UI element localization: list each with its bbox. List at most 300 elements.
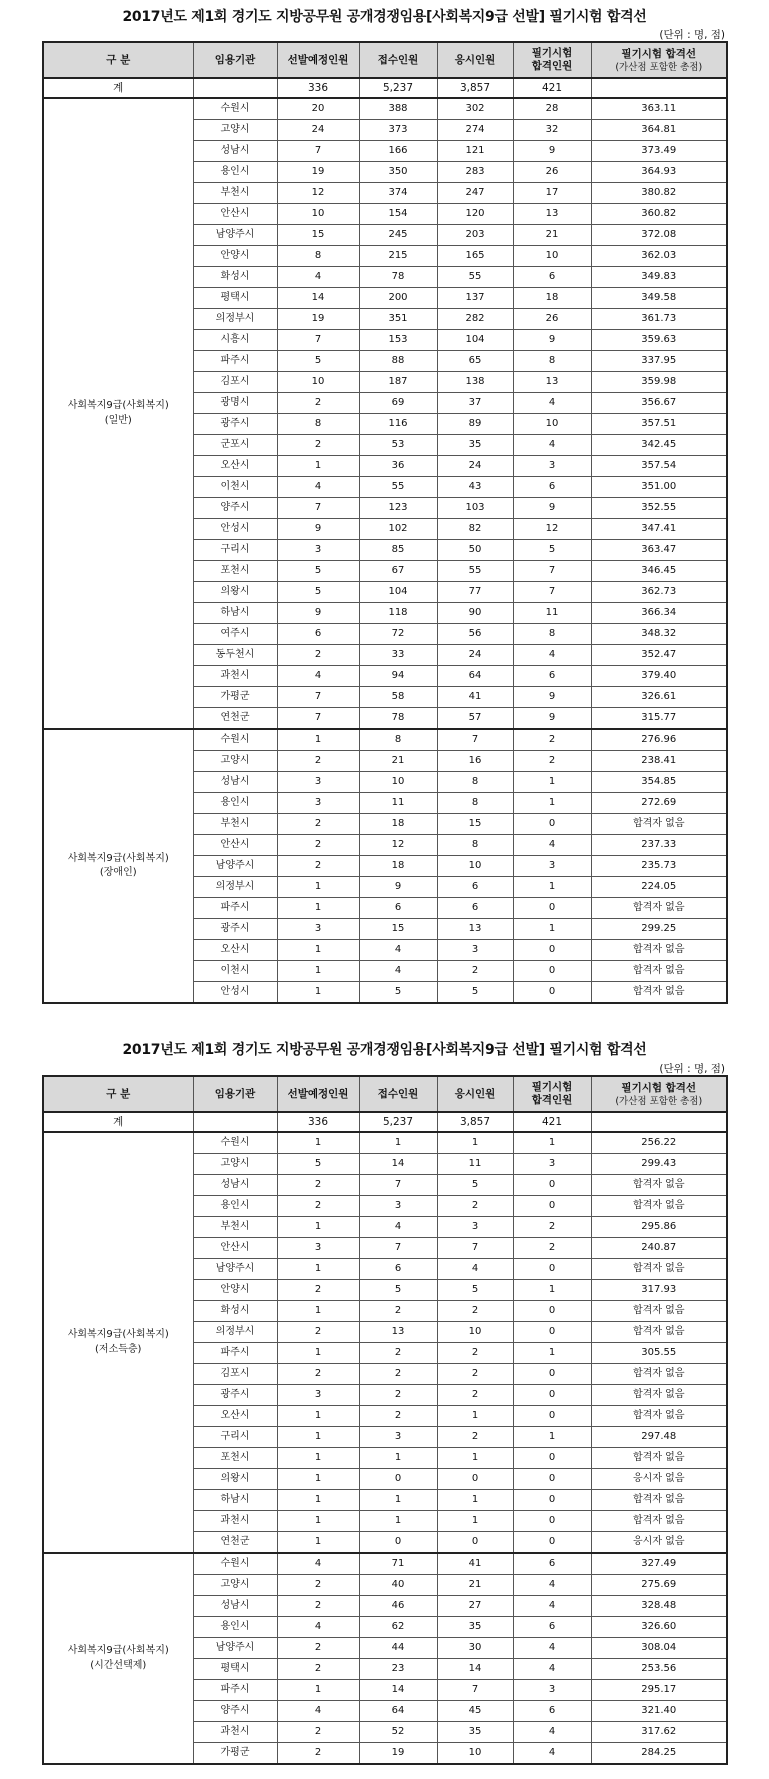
table-2-title: 2017년도 제1회 경기도 지방공무원 공개경쟁임용[사회복지9급 선발] 필기시험 합격선 [122,1042,647,1058]
cell-taken: 165 [437,246,513,267]
cell-passed: 5 [513,540,591,561]
cell-passed: 4 [513,1659,591,1680]
cell-passed: 21 [513,225,591,246]
cell-cutoff: 합격자 없음 [591,1364,727,1385]
cell-cutoff: 342.45 [591,435,727,456]
cell-agency: 이천시 [193,477,277,498]
cell-applied: 14 [359,1154,437,1175]
cell-cutoff: 364.81 [591,120,727,141]
cell-agency: 안성시 [193,982,277,1004]
cell-applied: 0 [359,1469,437,1490]
cell-planned: 3 [277,772,359,793]
cell-applied: 15 [359,919,437,940]
header-cutoff-line2: (가산점 포함한 총점) [615,61,703,73]
cell-planned: 4 [277,1553,359,1575]
cell-applied: 52 [359,1722,437,1743]
cell-passed: 28 [513,98,591,120]
cell-passed: 6 [513,666,591,687]
table-1-title: 2017년도 제1회 경기도 지방공무원 공개경쟁임용[사회복지9급 선발] 필기시험 합격선 [122,9,647,25]
cell-applied: 18 [359,856,437,877]
cell-cutoff: 366.34 [591,603,727,624]
group-label [43,98,193,729]
cell-applied: 9 [359,877,437,898]
cell-cutoff: 256.22 [591,1132,727,1154]
cell-taken: 65 [437,351,513,372]
cell-agency: 과천시 [193,1722,277,1743]
cell-taken: 138 [437,372,513,393]
cell-applied: 102 [359,519,437,540]
cell-agency: 양주시 [193,1701,277,1722]
cell-agency: 안양시 [193,1280,277,1301]
cell-passed: 1 [513,793,591,814]
cell-agency: 이천시 [193,961,277,982]
cell-taken: 89 [437,414,513,435]
cell-passed: 0 [513,1511,591,1532]
cell-planned: 2 [277,1575,359,1596]
cell-cutoff: 326.61 [591,687,727,708]
cell-applied: 123 [359,498,437,519]
cell-applied: 4 [359,940,437,961]
cell-taken: 5 [437,982,513,1004]
cell-passed: 0 [513,1532,591,1554]
cell-passed: 3 [513,1154,591,1175]
cell-cutoff: 240.87 [591,1238,727,1259]
cell-taken: 24 [437,456,513,477]
cell-passed: 26 [513,309,591,330]
cell-cutoff: 299.43 [591,1154,727,1175]
cell-taken: 15 [437,814,513,835]
cell-agency: 안양시 [193,246,277,267]
cell-applied: 94 [359,666,437,687]
cell-passed: 3 [513,456,591,477]
cell-cutoff: 363.11 [591,98,727,120]
cell-planned: 4 [277,1701,359,1722]
cell-taken: 302 [437,98,513,120]
cell-planned: 2 [277,1196,359,1217]
cell-agency: 시흥시 [193,330,277,351]
cell-applied: 85 [359,540,437,561]
cell-cutoff: 합격자 없음 [591,1322,727,1343]
cell-planned: 1 [277,456,359,477]
header-passed-line1: 필기시험 [531,1080,573,1093]
cell-passed: 4 [513,835,591,856]
cell-planned: 1 [277,877,359,898]
total-label: 계 [43,1112,193,1132]
group-label-line1: 사회복지9급(사회복지) [67,852,169,864]
cell-passed: 4 [513,393,591,414]
cell-applied: 1 [359,1448,437,1469]
cell-applied: 67 [359,561,437,582]
cell-applied: 78 [359,708,437,730]
cell-planned: 2 [277,1659,359,1680]
header-passed [513,42,591,78]
cell-taken: 16 [437,751,513,772]
cell-cutoff: 224.05 [591,877,727,898]
cell-passed: 10 [513,414,591,435]
cell-agency: 남양주시 [193,225,277,246]
table-2-unit: (단위 : 명, 점) [659,1063,725,1075]
cell-passed: 13 [513,204,591,225]
cell-planned: 1 [277,729,359,751]
cell-planned: 2 [277,1638,359,1659]
cell-taken: 1 [437,1448,513,1469]
cell-cutoff: 합격자 없음 [591,1490,727,1511]
cell-planned: 5 [277,561,359,582]
cell-cutoff: 합격자 없음 [591,898,727,919]
group-label-line1: 사회복지9급(사회복지) [67,1645,169,1656]
cell-passed: 0 [513,940,591,961]
cell-applied: 5 [359,982,437,1004]
group-label-line2: (저소득층) [95,1343,142,1355]
cell-applied: 2 [359,1406,437,1427]
cell-cutoff: 합격자 없음 [591,1406,727,1427]
cell-cutoff: 363.47 [591,540,727,561]
cell-planned: 3 [277,540,359,561]
cell-passed: 1 [513,1132,591,1154]
cell-passed: 0 [513,1406,591,1427]
cell-cutoff: 372.08 [591,225,727,246]
cell-planned: 3 [277,793,359,814]
cell-cutoff: 326.60 [591,1617,727,1638]
cell-passed: 9 [513,141,591,162]
cell-planned: 6 [277,624,359,645]
cell-agency: 용인시 [193,1196,277,1217]
cell-passed: 26 [513,162,591,183]
total-passed: 421 [513,1112,591,1132]
cell-applied: 3 [359,1196,437,1217]
cell-agency: 수원시 [193,1132,277,1154]
cell-applied: 351 [359,309,437,330]
cell-planned: 1 [277,1532,359,1554]
cell-applied: 166 [359,141,437,162]
group-label-line2: (장애인) [99,867,137,878]
cell-passed: 1 [513,919,591,940]
cell-passed: 0 [513,1259,591,1280]
cell-applied: 3 [359,1427,437,1448]
cell-cutoff: 317.62 [591,1722,727,1743]
cell-agency: 가평군 [193,1743,277,1765]
cell-cutoff: 359.98 [591,372,727,393]
cell-cutoff: 360.82 [591,204,727,225]
cell-applied: 116 [359,414,437,435]
cell-taken: 1 [437,1406,513,1427]
cell-planned: 4 [277,666,359,687]
cell-taken: 4 [437,1259,513,1280]
cell-passed: 32 [513,120,591,141]
cell-applied: 36 [359,456,437,477]
cell-cutoff: 235.73 [591,856,727,877]
cell-planned: 2 [277,751,359,772]
cell-cutoff: 362.03 [591,246,727,267]
cell-passed: 1 [513,1427,591,1448]
cell-cutoff: 327.49 [591,1553,727,1575]
cell-applied: 4 [359,1217,437,1238]
cell-planned: 1 [277,898,359,919]
cell-passed: 0 [513,1196,591,1217]
cell-taken: 2 [437,1301,513,1322]
cell-taken: 64 [437,666,513,687]
cell-planned: 12 [277,183,359,204]
cell-planned: 1 [277,1469,359,1490]
cell-agency: 파주시 [193,898,277,919]
cell-agency: 화성시 [193,1301,277,1322]
cell-agency: 동두천시 [193,645,277,666]
cell-cutoff: 380.82 [591,183,727,204]
cell-taken: 11 [437,1154,513,1175]
total-row [43,78,727,98]
cell-planned: 1 [277,1301,359,1322]
cell-planned: 2 [277,1322,359,1343]
header-agency: 임용기관 [193,1076,277,1112]
header-cutoff-line2: (가산점 포함한 총점) [615,1095,703,1107]
cell-taken: 55 [437,561,513,582]
cell-planned: 2 [277,393,359,414]
cell-taken: 56 [437,624,513,645]
cell-cutoff: 362.73 [591,582,727,603]
cell-taken: 55 [437,267,513,288]
cell-planned: 7 [277,141,359,162]
cell-planned: 14 [277,288,359,309]
cell-agency: 과천시 [193,1511,277,1532]
cell-agency: 고양시 [193,751,277,772]
cell-applied: 55 [359,477,437,498]
cell-planned: 1 [277,1680,359,1701]
cell-cutoff: 349.58 [591,288,727,309]
cell-cutoff: 합격자 없음 [591,1448,727,1469]
cell-cutoff: 305.55 [591,1343,727,1364]
table-row [43,1132,727,1154]
cell-planned: 1 [277,1259,359,1280]
cell-applied: 1 [359,1490,437,1511]
header-taken: 응시인원 [437,1076,513,1112]
header-category: 구 분 [43,1076,193,1112]
cell-cutoff: 349.83 [591,267,727,288]
cell-taken: 5 [437,1175,513,1196]
cell-passed: 4 [513,645,591,666]
cell-planned: 2 [277,1280,359,1301]
cell-planned: 1 [277,1511,359,1532]
cell-applied: 62 [359,1617,437,1638]
cell-taken: 1 [437,1490,513,1511]
cell-applied: 2 [359,1385,437,1406]
cell-passed: 9 [513,687,591,708]
cell-agency: 파주시 [193,1343,277,1364]
cell-agency: 남양주시 [193,1259,277,1280]
cell-applied: 23 [359,1659,437,1680]
cell-taken: 35 [437,1722,513,1743]
cell-agency: 부천시 [193,183,277,204]
header-passed-line1: 필기시험 [531,46,573,59]
cell-cutoff: 357.54 [591,456,727,477]
cell-applied: 58 [359,687,437,708]
cell-agency: 광주시 [193,919,277,940]
cell-passed: 9 [513,708,591,730]
cell-passed: 7 [513,561,591,582]
cell-agency: 김포시 [193,1364,277,1385]
cell-planned: 1 [277,982,359,1004]
cell-passed: 8 [513,351,591,372]
cell-passed: 0 [513,1364,591,1385]
cell-planned: 3 [277,1238,359,1259]
cell-cutoff: 238.41 [591,751,727,772]
total-cutoff [591,78,727,98]
cell-taken: 24 [437,645,513,666]
cell-taken: 7 [437,1238,513,1259]
cell-applied: 2 [359,1364,437,1385]
cell-agency: 성남시 [193,141,277,162]
cell-agency: 의정부시 [193,309,277,330]
cell-passed: 2 [513,1217,591,1238]
cell-agency: 평택시 [193,288,277,309]
cell-applied: 200 [359,288,437,309]
cell-passed: 18 [513,288,591,309]
header-passed-line2: 합격인원 [531,1094,573,1106]
cell-passed: 0 [513,1469,591,1490]
cell-taken: 10 [437,1743,513,1765]
cell-agency: 구리시 [193,1427,277,1448]
cell-taken: 45 [437,1701,513,1722]
cell-taken: 6 [437,877,513,898]
cell-taken: 2 [437,1427,513,1448]
cell-passed: 0 [513,1301,591,1322]
cell-taken: 57 [437,708,513,730]
group-label [43,729,193,1003]
cell-cutoff: 348.32 [591,624,727,645]
table-2 [42,1075,728,1765]
cell-planned: 1 [277,940,359,961]
cell-passed: 9 [513,498,591,519]
cell-applied: 8 [359,729,437,751]
cell-applied: 46 [359,1596,437,1617]
cell-cutoff: 합격자 없음 [591,1301,727,1322]
header-taken: 응시인원 [437,42,513,78]
cell-taken: 8 [437,772,513,793]
cell-cutoff: 347.41 [591,519,727,540]
cell-taken: 14 [437,1659,513,1680]
cell-taken: 120 [437,204,513,225]
group-label [43,1132,193,1553]
cell-cutoff: 321.40 [591,1701,727,1722]
cell-agency: 고양시 [193,120,277,141]
cell-taken: 37 [437,393,513,414]
total-row [43,1112,727,1132]
cell-passed: 0 [513,1448,591,1469]
cell-taken: 1 [437,1511,513,1532]
cell-applied: 88 [359,351,437,372]
cell-planned: 8 [277,414,359,435]
cell-agency: 광주시 [193,414,277,435]
cell-planned: 2 [277,1596,359,1617]
cell-planned: 2 [277,1364,359,1385]
cell-taken: 10 [437,856,513,877]
cell-taken: 50 [437,540,513,561]
cell-planned: 15 [277,225,359,246]
cell-agency: 오산시 [193,456,277,477]
cell-passed: 2 [513,751,591,772]
cell-planned: 2 [277,856,359,877]
cell-agency: 남양주시 [193,856,277,877]
cell-taken: 7 [437,1680,513,1701]
cell-cutoff: 응시자 없음 [591,1532,727,1554]
cell-taken: 6 [437,898,513,919]
cell-passed: 1 [513,1280,591,1301]
cell-agency: 수원시 [193,98,277,120]
cell-taken: 30 [437,1638,513,1659]
header-cutoff [591,42,727,78]
cell-cutoff: 276.96 [591,729,727,751]
cell-taken: 137 [437,288,513,309]
cell-planned: 2 [277,1743,359,1765]
cell-agency: 용인시 [193,793,277,814]
total-cutoff [591,1112,727,1132]
cell-planned: 1 [277,1490,359,1511]
cell-planned: 2 [277,1175,359,1196]
cell-applied: 53 [359,435,437,456]
header-cutoff-line1: 필기시험 합격선 [621,1081,697,1094]
cell-passed: 1 [513,877,591,898]
header-agency: 임용기관 [193,42,277,78]
cell-agency: 수원시 [193,1553,277,1575]
cell-cutoff: 356.67 [591,393,727,414]
cell-taken: 247 [437,183,513,204]
cell-taken: 8 [437,835,513,856]
cell-applied: 118 [359,603,437,624]
cell-cutoff: 352.47 [591,645,727,666]
cell-cutoff: 315.77 [591,708,727,730]
cell-applied: 44 [359,1638,437,1659]
cell-planned: 5 [277,1154,359,1175]
cell-cutoff: 297.48 [591,1427,727,1448]
cell-taken: 21 [437,1575,513,1596]
cell-cutoff: 361.73 [591,309,727,330]
cell-planned: 10 [277,372,359,393]
cell-passed: 6 [513,477,591,498]
cell-agency: 평택시 [193,1659,277,1680]
cell-cutoff: 합격자 없음 [591,982,727,1004]
header-row [43,42,727,78]
cell-applied: 245 [359,225,437,246]
cell-applied: 14 [359,1680,437,1701]
cell-applied: 2 [359,1301,437,1322]
cell-applied: 40 [359,1575,437,1596]
cell-passed: 4 [513,1575,591,1596]
cell-passed: 4 [513,1638,591,1659]
cell-cutoff: 328.48 [591,1596,727,1617]
cell-planned: 1 [277,1217,359,1238]
total-agency [193,1112,277,1132]
total-planned: 336 [277,78,359,98]
cell-agency: 과천시 [193,666,277,687]
cell-taken: 203 [437,225,513,246]
cell-taken: 2 [437,1343,513,1364]
cell-applied: 64 [359,1701,437,1722]
total-agency [193,78,277,98]
cell-planned: 19 [277,309,359,330]
cell-agency: 남양주시 [193,1638,277,1659]
cell-taken: 274 [437,120,513,141]
cell-taken: 10 [437,1322,513,1343]
cell-agency: 의왕시 [193,1469,277,1490]
cell-agency: 화성시 [193,267,277,288]
cell-passed: 4 [513,1722,591,1743]
cell-applied: 11 [359,793,437,814]
cell-taken: 2 [437,1196,513,1217]
cell-passed: 6 [513,1701,591,1722]
cell-passed: 9 [513,330,591,351]
cell-applied: 215 [359,246,437,267]
cell-planned: 10 [277,204,359,225]
cell-applied: 12 [359,835,437,856]
